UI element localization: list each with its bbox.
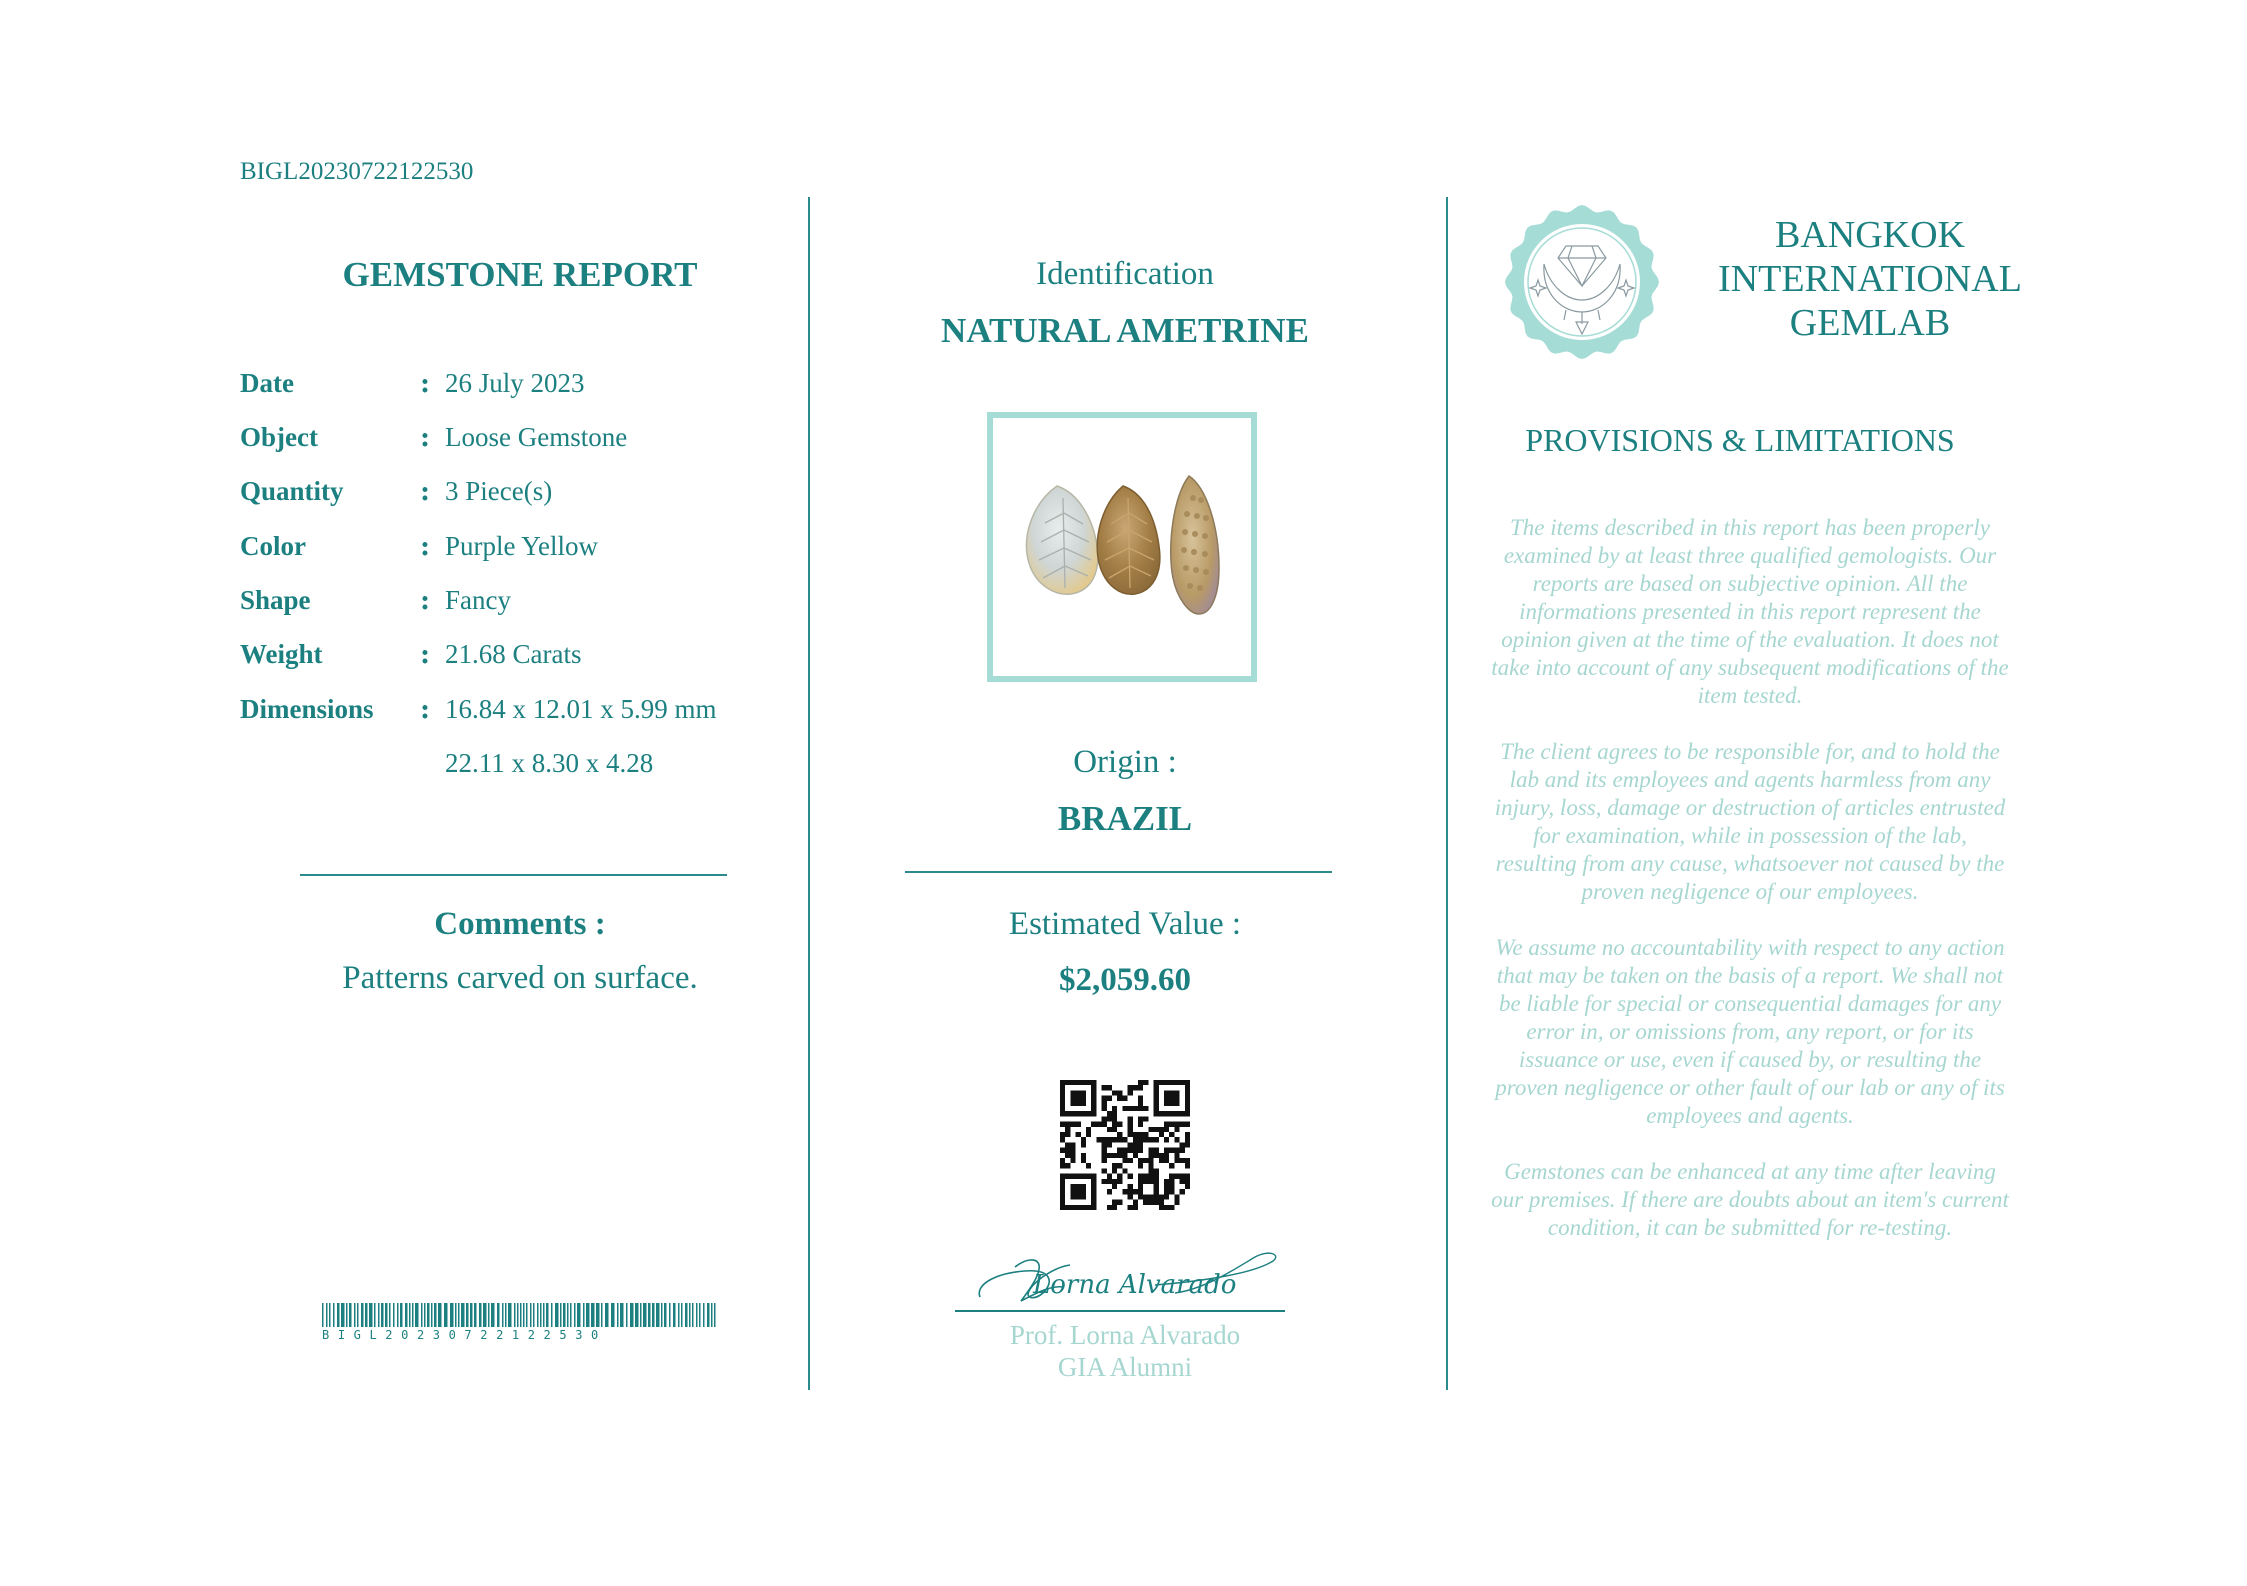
detail-value: 26 July 2023 (445, 368, 585, 398)
report-id: BIGL20230722122530 (240, 158, 474, 185)
estimated-value-label: Estimated Value : (1008, 906, 1242, 942)
comments-title: Comments : (434, 906, 606, 942)
comments-divider (300, 874, 727, 876)
detail-row-dimensions (240, 694, 780, 734)
detail-label: Dimensions (240, 694, 374, 724)
estimated-value-amount: $2,059.60 (1059, 962, 1191, 998)
detail-label: Quantity (240, 476, 344, 506)
qr-code[interactable] (1060, 1080, 1190, 1210)
barcode-bars (322, 1303, 717, 1327)
detail-row-quantity (240, 476, 780, 516)
detail-separator: : (420, 694, 430, 725)
detail-value: Loose Gemstone (445, 422, 628, 452)
signature-script: Lorna Alvarado (1033, 1270, 1237, 1300)
detail-separator: : (420, 476, 430, 507)
detail-value: 21.68 Carats (445, 639, 582, 669)
column-divider-left (808, 197, 810, 1390)
lab-seal-logo (1502, 202, 1662, 362)
detail-label: Shape (240, 585, 311, 615)
detail-separator: : (420, 585, 430, 616)
detail-separator: : (420, 531, 430, 562)
detail-value: Fancy (445, 585, 511, 615)
detail-row-dimensions-2 (240, 748, 780, 788)
barcode (322, 1303, 717, 1342)
detail-label: Color (240, 531, 306, 561)
detail-value: 16.84 x 12.01 x 5.99 mm (445, 694, 717, 724)
signer-title: GIA Alumni (1057, 1352, 1193, 1382)
origin-label: Origin : (1073, 744, 1177, 780)
detail-row-weight (240, 639, 780, 679)
identification-label: Identification (1036, 256, 1214, 292)
lab-name-line-2: INTERNATIONAL (1718, 258, 2022, 300)
detail-row-date (240, 368, 780, 408)
barcode-text: BIGL20230722122530 (322, 1328, 607, 1342)
detail-row-shape (240, 585, 780, 625)
origin-value: BRAZIL (1057, 799, 1193, 838)
detail-value: 22.11 x 8.30 x 4.28 (445, 748, 654, 778)
comments-text: Patterns carved on surface. (342, 960, 698, 996)
signer-name: Prof. Lorna Alvarado (1009, 1320, 1241, 1350)
qr-code-graphic (1060, 1080, 1190, 1210)
lab-name-line-3: GEMLAB (1789, 302, 1951, 344)
provisions-paragraph-4: Gemstones can be enhanced at any time after leaving our premises. If there are doubts about an item's current condition, it can be submitted for re-testing. (1491, 1159, 2009, 1240)
detail-label: Weight (240, 639, 323, 669)
detail-label: Date (240, 368, 294, 398)
provisions-text (1490, 514, 2010, 1270)
lab-name-line-1: BANGKOK (1775, 214, 1965, 256)
provisions-paragraph-3: We assume no accountability with respect to any action that may be taken on the basis of a report. We shall not be liable for special or consequential damages for any error in, or omissions from, any report, or for its issuance or use, even if caused by, or resulting the proven negligence or other fault of our lab or any of its employees and agents. (1495, 935, 2005, 1128)
detail-row-object (240, 422, 780, 462)
signature (955, 1245, 1285, 1315)
report-title: GEMSTONE REPORT (342, 255, 698, 294)
detail-separator: : (420, 422, 430, 453)
origin-divider (905, 871, 1332, 873)
detail-value: Purple Yellow (445, 531, 599, 561)
detail-separator: : (420, 368, 430, 399)
gemstone-image (993, 418, 1251, 676)
detail-row-color (240, 531, 780, 571)
detail-value: 3 Piece(s) (445, 476, 553, 506)
identification-value: NATURAL AMETRINE (941, 311, 1309, 350)
gemstone-photo (987, 412, 1257, 682)
signature-graphic (955, 1245, 1285, 1315)
lab-name (1700, 213, 2040, 345)
provisions-title: PROVISIONS & LIMITATIONS (1525, 422, 1955, 458)
column-divider-right (1446, 197, 1448, 1390)
detail-separator: : (420, 639, 430, 670)
detail-label: Object (240, 422, 318, 452)
provisions-paragraph-1: The items described in this report has been properly examined by at least three qualified gemologists. Our reports are based on subjective opinion. All the informations presented in this report represent the opinion given at the time of the evaluation. It does not take into account of any subsequent modifications of the item tested. (1491, 515, 2009, 708)
provisions-paragraph-2: The client agrees to be responsible for, and to hold the lab and its employees and agents harmless from any injury, loss, damage or destruction of articles entrusted for examination, while in possession of the lab, resulting from any cause, whatsoever not caused by the proven negligence of our employees. (1494, 739, 2006, 904)
